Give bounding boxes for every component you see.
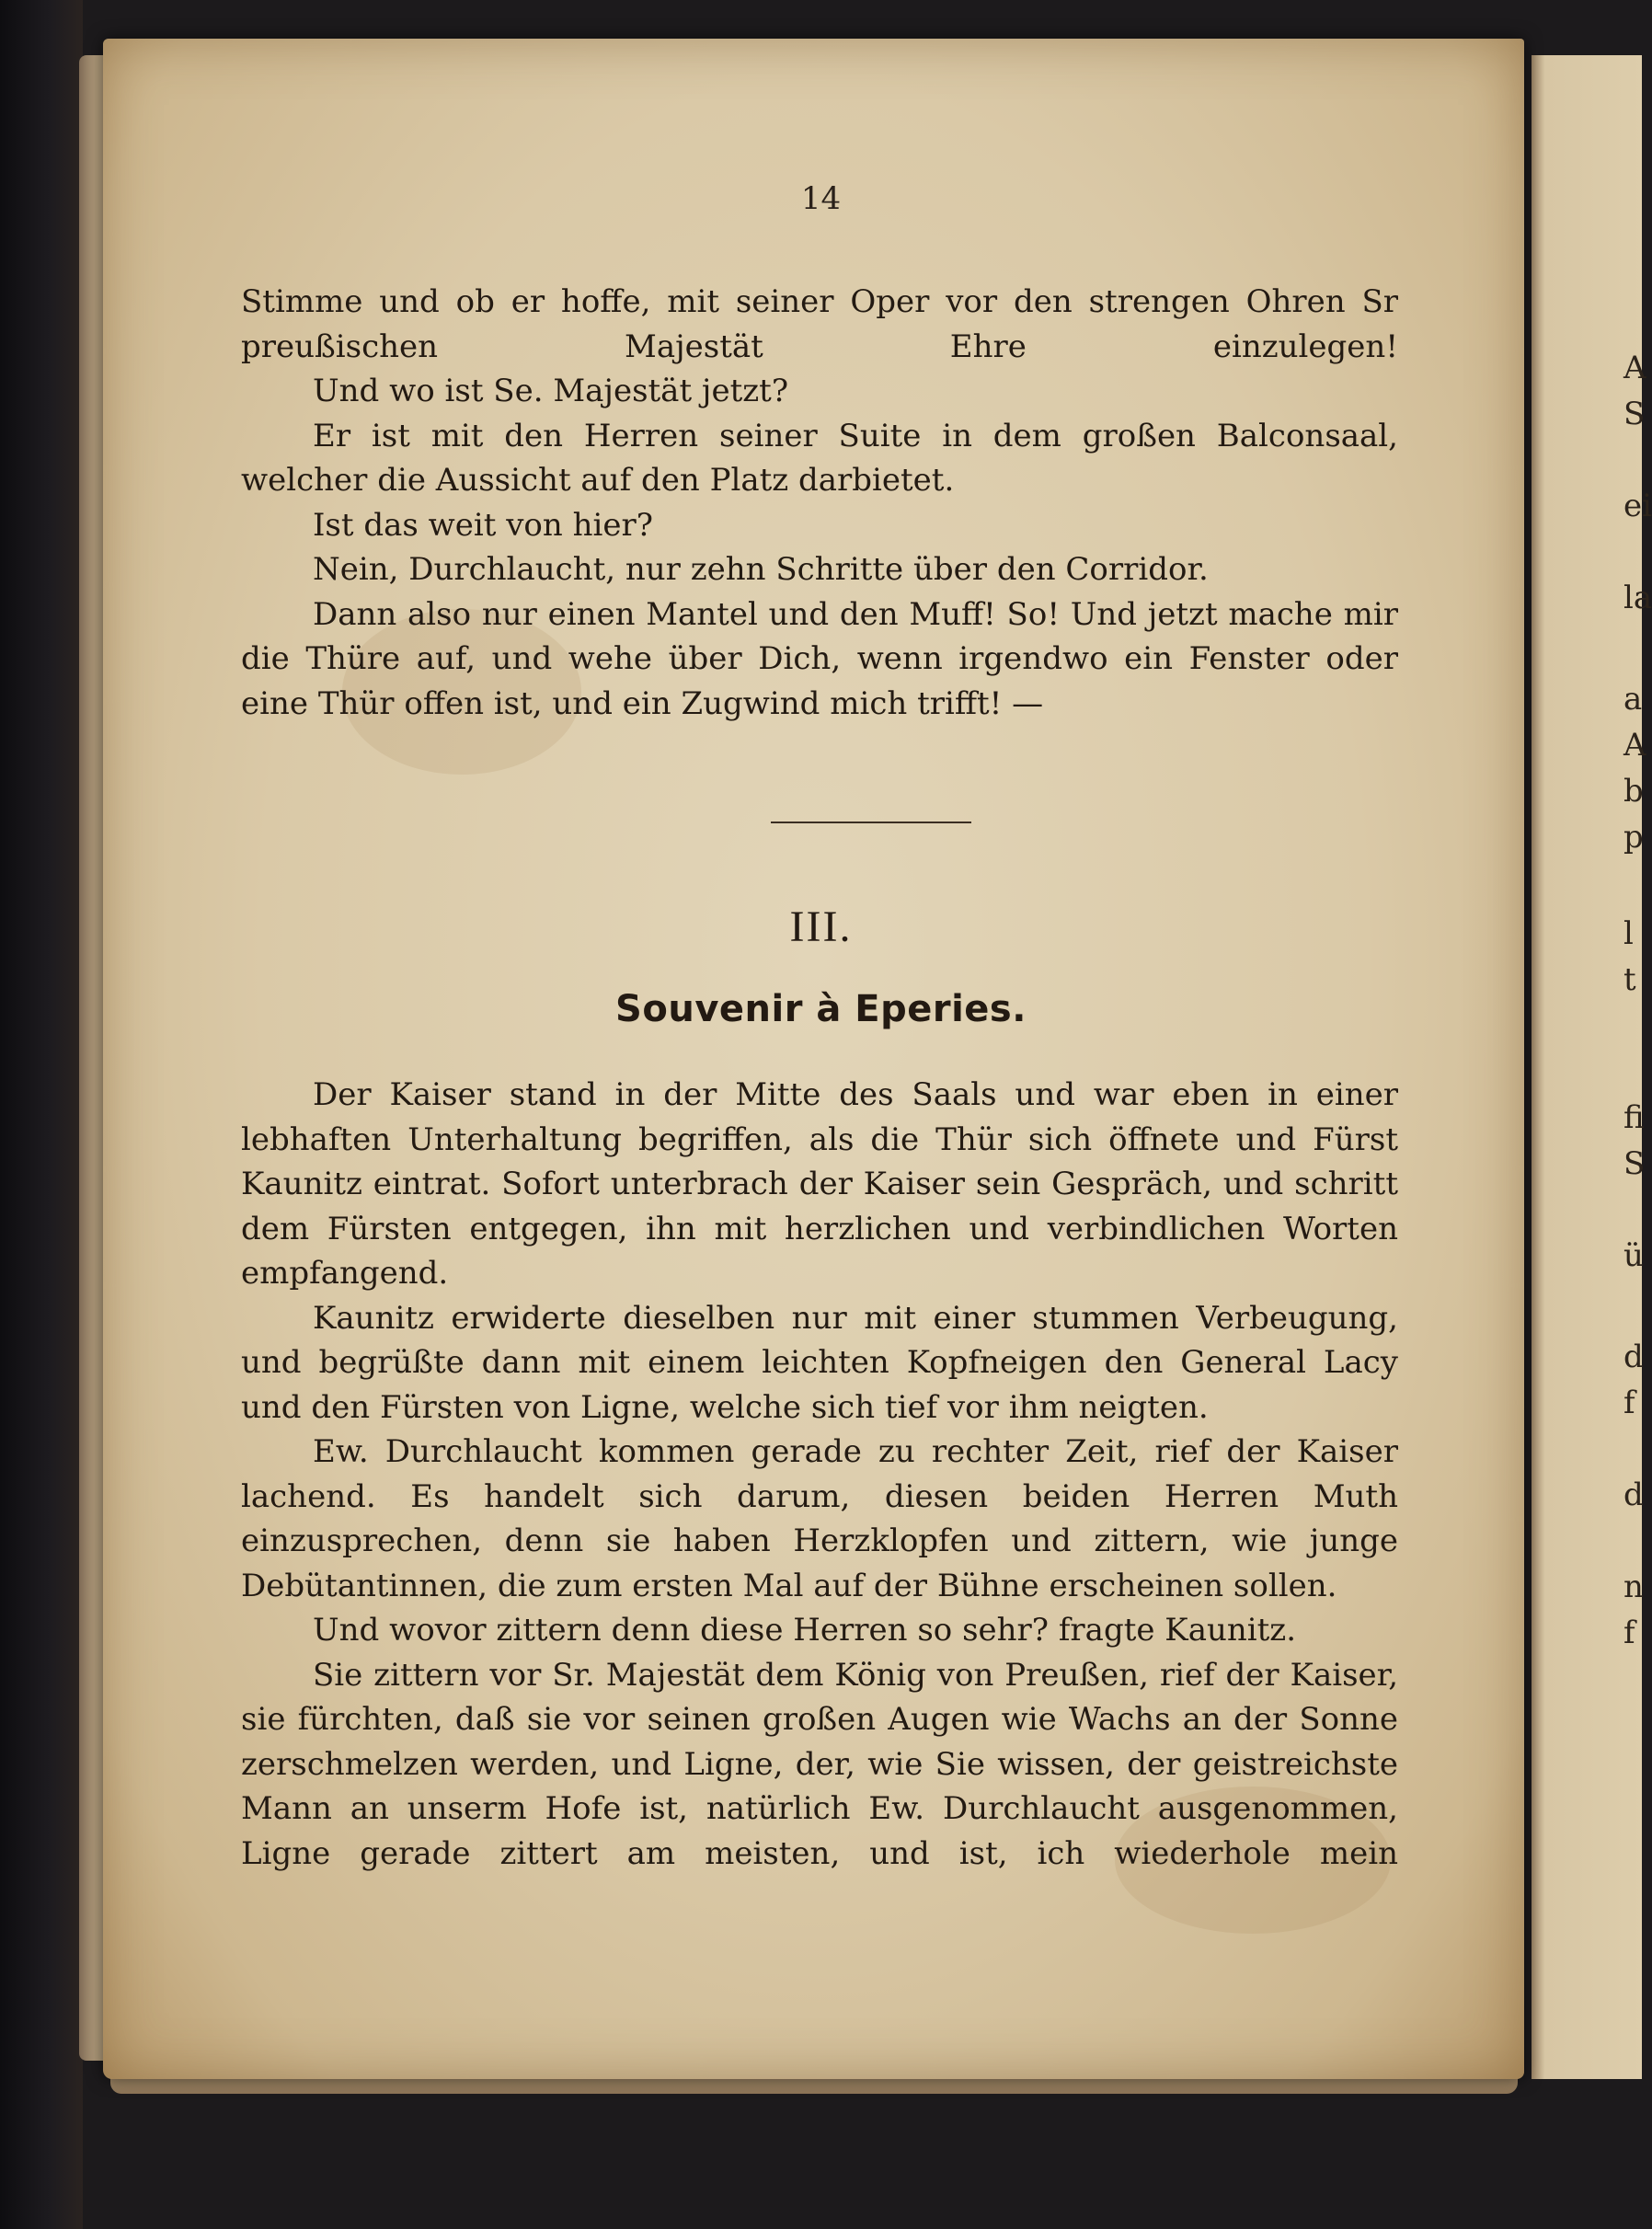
next-page-fragment: fi (1623, 1099, 1645, 1136)
chapter-title: Souvenir à Eperies. (615, 988, 1027, 1030)
chapter-number: III. (789, 902, 853, 951)
next-page-fragment: n (1623, 1568, 1644, 1605)
next-page-fragment: t (1623, 961, 1636, 998)
next-page-fragment: A (1623, 727, 1646, 764)
page-number: 14 (800, 180, 842, 217)
paragraph: Und wovor zittern denn diese Herren so sehr? fragte Kaunitz. (313, 1612, 1297, 1649)
next-page-fragment: d (1623, 1339, 1644, 1375)
paragraph: Der Kaiser stand in der Mitte des Saals und war eben in einer lebhaften Unterhaltung begriffen, als die Thür sich öffnete und Fürst Kaunitz eintrat. Sofort unterbrach der Kaiser sein Gespräch, und schritt dem Fürsten entgegen, ihn mit herzlichen und verbindlichen Worten empfangend. (241, 1076, 1398, 1292)
next-page-fragment: la (1623, 580, 1652, 616)
next-page-fragment: S (1623, 1145, 1646, 1182)
text-block-top (241, 280, 1398, 726)
next-page-fragment: ü (1623, 1237, 1644, 1274)
paragraph: Er ist mit den Herren seiner Suite in dem großen Balconsaal, welcher die Aussicht auf den Platz darbietet. (241, 417, 1398, 499)
paragraph: Stimme und ob er hoffe, mit seiner Oper vor den strengen Ohren Sr preußischen Majestät Ehre einzulegen! (241, 283, 1398, 365)
next-page-edge (1532, 55, 1652, 2079)
paragraph: Dann also nur einen Mantel und den Muff! So! Und jetzt mache mir die Thüre auf, und wehe über Dich, wenn irgendwo ein Fenster oder eine Thür offen ist, und ein Zugwind mich trifft! — (241, 595, 1398, 722)
next-page-fragment: f (1623, 1385, 1635, 1421)
next-page-fragment: A (1623, 350, 1646, 386)
paragraph: Und wo ist Se. Majestät jetzt? (313, 373, 789, 409)
next-page-fragment: f (1623, 1614, 1635, 1651)
section-divider (771, 822, 971, 823)
next-page-fragment: a (1623, 681, 1643, 718)
next-page-fragment: p (1623, 819, 1644, 856)
next-page-fragment: ei (1623, 488, 1652, 524)
paragraph: Sie zittern vor Sr. Majestät dem König von Preußen, rief der Kaiser, sie fürchten, daß sie vor seinen großen Augen wie Wachs an der Sonne zerschmelzen werden, und Ligne, der, wie Sie wissen, der geistreichste Mann an unserm Hofe ist, natürlich Ew. Durchlaucht ausgenommen, Ligne gerade zittert am meisten, und ist, ich wiederhole mein (241, 1656, 1398, 1872)
next-page-fragment: S (1623, 396, 1646, 432)
paragraph: Ew. Durchlaucht kommen gerade zu rechter Zeit, rief der Kaiser lachend. Es handelt sich darum, diesen beiden Herren Muth einzusprechen, denn sie haben Herzklopfen und zittern, wie junge Debütantinnen, die zum ersten Mal auf der Bühne erscheinen sollen. (241, 1433, 1398, 1604)
paragraph: Kaunitz erwiderte dieselben nur mit einer stummen Verbeugung, und begrüßte dann mit einem leichten Kopfneigen den General Lacy und den Fürsten von Ligne, welche sich tief vor ihm neigten. (241, 1299, 1398, 1426)
next-page-fragment: b (1623, 773, 1644, 810)
text-block-bottom (241, 1073, 1398, 1876)
next-page-fragment: d (1623, 1476, 1644, 1513)
paragraph: Ist das weit von hier? (313, 506, 653, 544)
paragraph: Nein, Durchlaucht, nur zehn Schritte über den Corridor. (313, 551, 1209, 588)
next-page-fragment: l (1623, 915, 1634, 952)
book-spine-shadow (0, 0, 83, 2229)
